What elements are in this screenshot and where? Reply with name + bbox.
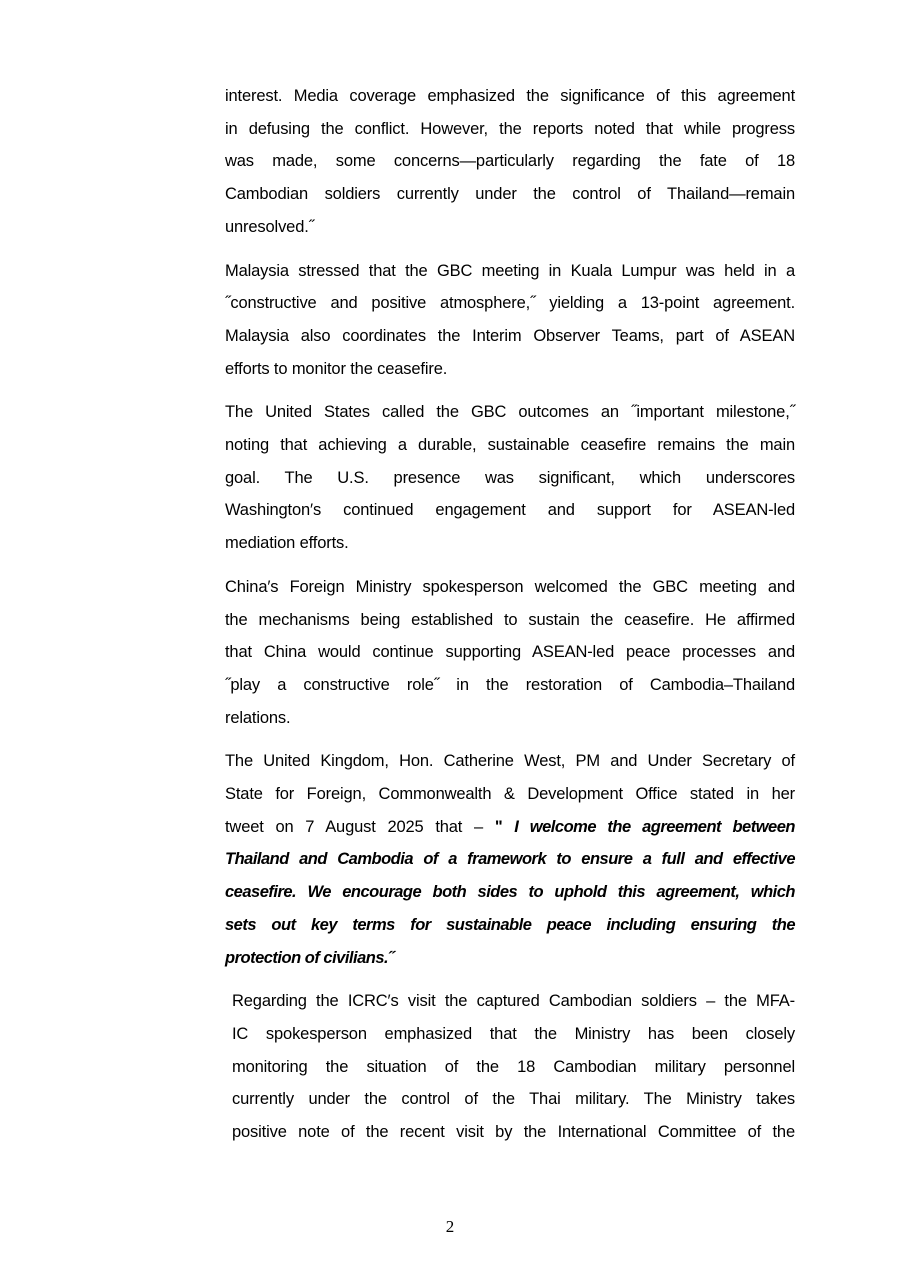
text-line [225,636,795,669]
text-line [232,985,795,1018]
text-segment: State for Foreign, Commonwealth & Development Office stated in her [225,785,795,804]
text-segment: efforts to monitor the ceasefire. [225,359,448,378]
text-line [225,320,795,353]
text-segment: positive note of the recent visit by the International Committee of the [232,1123,795,1142]
paragraph-media-coverage [225,80,795,244]
text-line [225,604,795,637]
text-segment: interest. Media coverage emphasized the significance of this agreement [225,87,795,105]
text-line [232,1083,795,1116]
text-line [225,211,795,244]
quoted-emphasis-text: ceasefire. We encourage both sides to uphold this agreement, which [225,883,795,902]
text-line [225,909,795,942]
text-segment: China′s Foreign Ministry spokesperson welcomed the GBC meeting and [225,577,795,596]
text-segment: Malaysia stressed that the GBC meeting in Kuala Lumpur was held in a [225,261,795,280]
text-line [225,255,795,288]
text-line [225,429,795,462]
text-segment: noting that achieving a durable, sustainable ceasefire remains the main [225,436,795,455]
quoted-emphasis-text: Thailand and Cambodia of a framework to ensure a full and effective [225,850,795,869]
paragraph-china [225,571,795,735]
text-segment: relations. [225,708,291,727]
text-segment: tweet on 7 August 2025 that – [225,817,495,836]
text-segment: Malaysia also coordinates the Interim Observer Teams, part of ASEAN [225,326,795,345]
quoted-emphasis-text: sets out key terms for sustainable peace including ensuring the [225,915,795,934]
text-line [225,778,795,811]
text-line [225,145,795,178]
paragraph-united-kingdom-tweet [225,745,795,974]
page-number: 2 [445,1217,455,1236]
paragraph-united-states [225,396,795,560]
text-segment: ˝play a constructive role˝ in the restoration of Cambodia–Thailand [225,675,795,694]
text-line [232,1116,795,1149]
text-line [225,811,795,844]
text-line [225,527,795,560]
text-segment: was made, some concerns—particularly regarding the fate of 18 [225,152,795,171]
text-line [225,702,795,735]
text-line [225,494,795,527]
text-line [232,1051,795,1084]
text-line [225,876,795,909]
text-segment: The United Kingdom, Hon. Catherine West, PM and Under Secretary of [225,752,795,771]
page-footer [0,1217,900,1237]
text-segment: Regarding the ICRC′s visit the captured Cambodian soldiers – the MFA- [232,992,795,1011]
text-segment: " [494,817,515,836]
text-line [225,80,795,113]
text-segment: the mechanisms being established to sustain the ceasefire. He affirmed [225,610,795,629]
text-segment: currently under the control of the Thai military. The Ministry takes [232,1090,795,1109]
text-line [225,942,795,975]
paragraph-icrc-visit [225,985,795,1149]
quoted-emphasis-text: protection of civilians.˝ [225,948,394,967]
text-line [225,669,795,702]
text-segment: The United States called the GBC outcomes an ˝important milestone,˝ [225,403,795,422]
text-line [225,396,795,429]
text-line [225,353,795,386]
text-segment: IC spokesperson emphasized that the Ministry has been closely [232,1024,795,1043]
text-segment: mediation efforts. [225,534,349,553]
document-body [225,80,795,1160]
text-line [232,1018,795,1051]
text-segment: that China would continue supporting ASEAN-led peace processes and [225,643,795,662]
text-segment: unresolved.˝ [225,217,314,236]
text-line [225,287,795,320]
text-line [225,745,795,778]
text-segment: monitoring the situation of the 18 Cambodian military personnel [232,1057,795,1076]
text-line [225,571,795,604]
text-line [225,462,795,495]
text-segment: in defusing the conflict. However, the reports noted that while progress [225,119,795,138]
quoted-emphasis-text: I welcome the agreement between [514,817,795,836]
text-segment: Cambodian soldiers currently under the control of Thailand—remain [225,185,795,204]
text-segment: ˝constructive and positive atmosphere,˝ yielding a 13-point agreement. [225,294,795,313]
text-segment: goal. The U.S. presence was significant, which underscores [225,468,795,487]
text-segment: Washington′s continued engagement and support for ASEAN-led [225,501,795,520]
text-line [225,113,795,146]
text-line [225,843,795,876]
text-line [225,178,795,211]
paragraph-malaysia [225,255,795,386]
